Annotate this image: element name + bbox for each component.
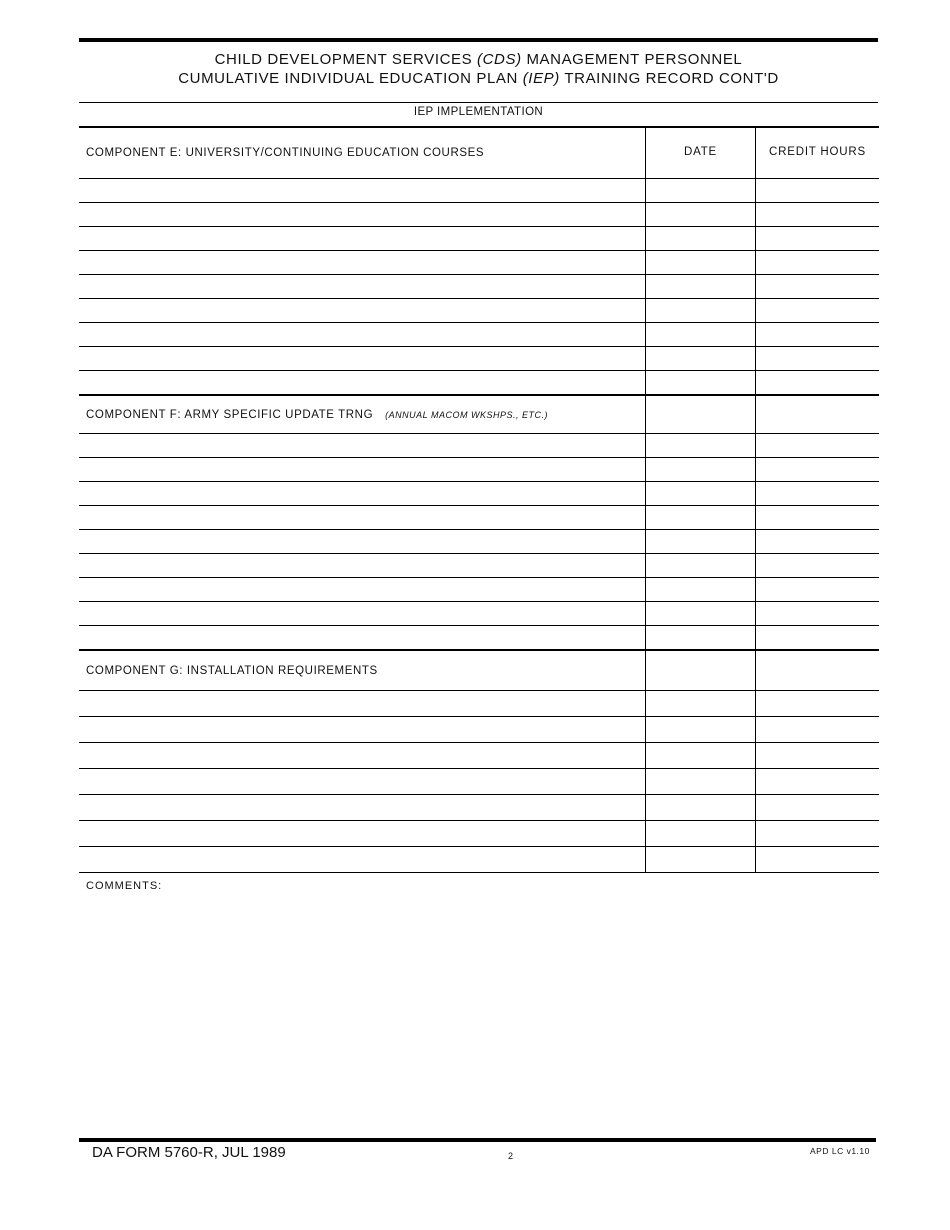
course-cell[interactable] [79,691,645,716]
table-row[interactable] [79,743,879,769]
credit-cell[interactable] [755,347,879,370]
course-cell[interactable] [79,530,645,553]
course-cell[interactable] [79,717,645,742]
credit-cell[interactable] [755,847,879,872]
course-cell[interactable] [79,482,645,505]
course-cell[interactable] [79,179,645,202]
table-row[interactable] [79,371,879,395]
component-e-label: COMPONENT E: UNIVERSITY/CONTINUING EDUCATION COURSES [86,147,485,159]
date-cell [645,651,755,690]
table-row[interactable] [79,821,879,847]
version: APD LC v1.10 [810,1146,870,1156]
form-number: DA FORM 5760-R, JUL 1989 [92,1144,286,1161]
course-cell[interactable] [79,743,645,768]
date-cell[interactable] [645,769,755,794]
credit-cell[interactable] [755,299,879,322]
component-g-header [79,650,879,691]
date-cell[interactable] [645,821,755,846]
date-cell[interactable] [645,847,755,872]
date-cell[interactable] [645,251,755,274]
course-cell[interactable] [79,251,645,274]
table-row[interactable] [79,323,879,347]
table-row[interactable] [79,626,879,650]
component-g-label: COMPONENT G: INSTALLATION REQUIREMENTS [86,664,378,677]
credit-cell[interactable] [755,458,879,481]
credit-cell[interactable] [755,769,879,794]
date-cell[interactable] [645,743,755,768]
table-row[interactable] [79,578,879,602]
date-cell[interactable] [645,626,755,649]
credit-cell[interactable] [755,227,879,250]
course-cell[interactable] [79,506,645,529]
table-row[interactable] [79,717,879,743]
credit-cell[interactable] [755,795,879,820]
table-row[interactable] [79,530,879,554]
date-cell[interactable] [645,347,755,370]
course-cell[interactable] [79,821,645,846]
date-cell[interactable] [645,371,755,394]
date-cell[interactable] [645,717,755,742]
credit-cell[interactable] [755,578,879,601]
table-row[interactable] [79,227,879,251]
table-row[interactable] [79,251,879,275]
table-row[interactable] [79,795,879,821]
table-row[interactable] [79,434,879,458]
date-cell[interactable] [645,506,755,529]
course-cell[interactable] [79,203,645,226]
date-cell[interactable] [645,275,755,298]
date-cell[interactable] [645,795,755,820]
table-row[interactable] [79,506,879,530]
credit-cell[interactable] [755,203,879,226]
date-cell[interactable] [645,458,755,481]
credit-cell[interactable] [755,602,879,625]
credit-cell[interactable] [755,371,879,394]
table-row[interactable] [79,347,879,371]
comments-label: COMMENTS: [86,880,163,892]
credit-cell[interactable] [755,530,879,553]
credit-cell[interactable] [755,323,879,346]
date-cell[interactable] [645,179,755,202]
course-cell[interactable] [79,434,645,457]
credit-cell [755,651,879,690]
course-cell[interactable] [79,626,645,649]
credit-cell[interactable] [755,821,879,846]
title-line-2: CUMULATIVE INDIVIDUAL EDUCATION PLAN (IEP) TRAINING RECORD CONT'D [178,70,779,87]
component-f-label: COMPONENT F: ARMY SPECIFIC UPDATE TRNG (ANNUAL MACOM WKSHPS., ETC.) [86,408,548,421]
credit-cell[interactable] [755,743,879,768]
page-number: 2 [508,1151,514,1161]
date-cell[interactable] [645,691,755,716]
component-f-header [79,395,879,434]
credit-cell[interactable] [755,626,879,649]
course-cell[interactable] [79,602,645,625]
bottom-rule [79,1138,876,1142]
credit-cell[interactable] [755,179,879,202]
credit-cell[interactable] [755,251,879,274]
course-cell[interactable] [79,299,645,322]
table-row[interactable] [79,299,879,323]
table-row[interactable] [79,554,879,578]
course-cell[interactable] [79,371,645,394]
credit-hours-header: CREDIT HOURS [755,128,879,178]
course-cell[interactable] [79,458,645,481]
table-row[interactable] [79,769,879,795]
training-table [79,126,879,873]
date-cell[interactable] [645,227,755,250]
date-cell[interactable] [645,554,755,577]
table-row[interactable] [79,602,879,626]
title-line-1: CHILD DEVELOPMENT SERVICES (CDS) MANAGEMENT PERSONNEL [214,51,743,68]
date-cell[interactable] [645,482,755,505]
date-cell[interactable] [645,578,755,601]
course-cell[interactable] [79,847,645,872]
table-row[interactable] [79,458,879,482]
course-cell[interactable] [79,578,645,601]
section-title: IEP IMPLEMENTATION [413,106,544,118]
course-cell[interactable] [79,795,645,820]
date-cell[interactable] [645,434,755,457]
course-cell[interactable] [79,769,645,794]
date-cell[interactable] [645,299,755,322]
table-row[interactable] [79,847,879,873]
credit-cell [755,396,879,433]
divider [79,102,878,103]
course-cell[interactable] [79,323,645,346]
credit-cell[interactable] [755,482,879,505]
table-row[interactable] [79,275,879,299]
table-row[interactable] [79,691,879,717]
table-row[interactable] [79,203,879,227]
course-cell[interactable] [79,554,645,577]
credit-cell[interactable] [755,717,879,742]
course-cell[interactable] [79,275,645,298]
date-header: DATE [645,128,755,178]
date-cell[interactable] [645,203,755,226]
course-cell[interactable] [79,227,645,250]
date-cell [645,396,755,433]
top-rule [79,38,878,42]
component-e-header [79,128,879,179]
date-cell[interactable] [645,323,755,346]
table-row[interactable] [79,179,879,203]
credit-cell[interactable] [755,506,879,529]
credit-cell[interactable] [755,691,879,716]
credit-cell[interactable] [755,275,879,298]
date-cell[interactable] [645,602,755,625]
table-row[interactable] [79,482,879,506]
credit-cell[interactable] [755,434,879,457]
credit-cell[interactable] [755,554,879,577]
date-cell[interactable] [645,530,755,553]
course-cell[interactable] [79,347,645,370]
